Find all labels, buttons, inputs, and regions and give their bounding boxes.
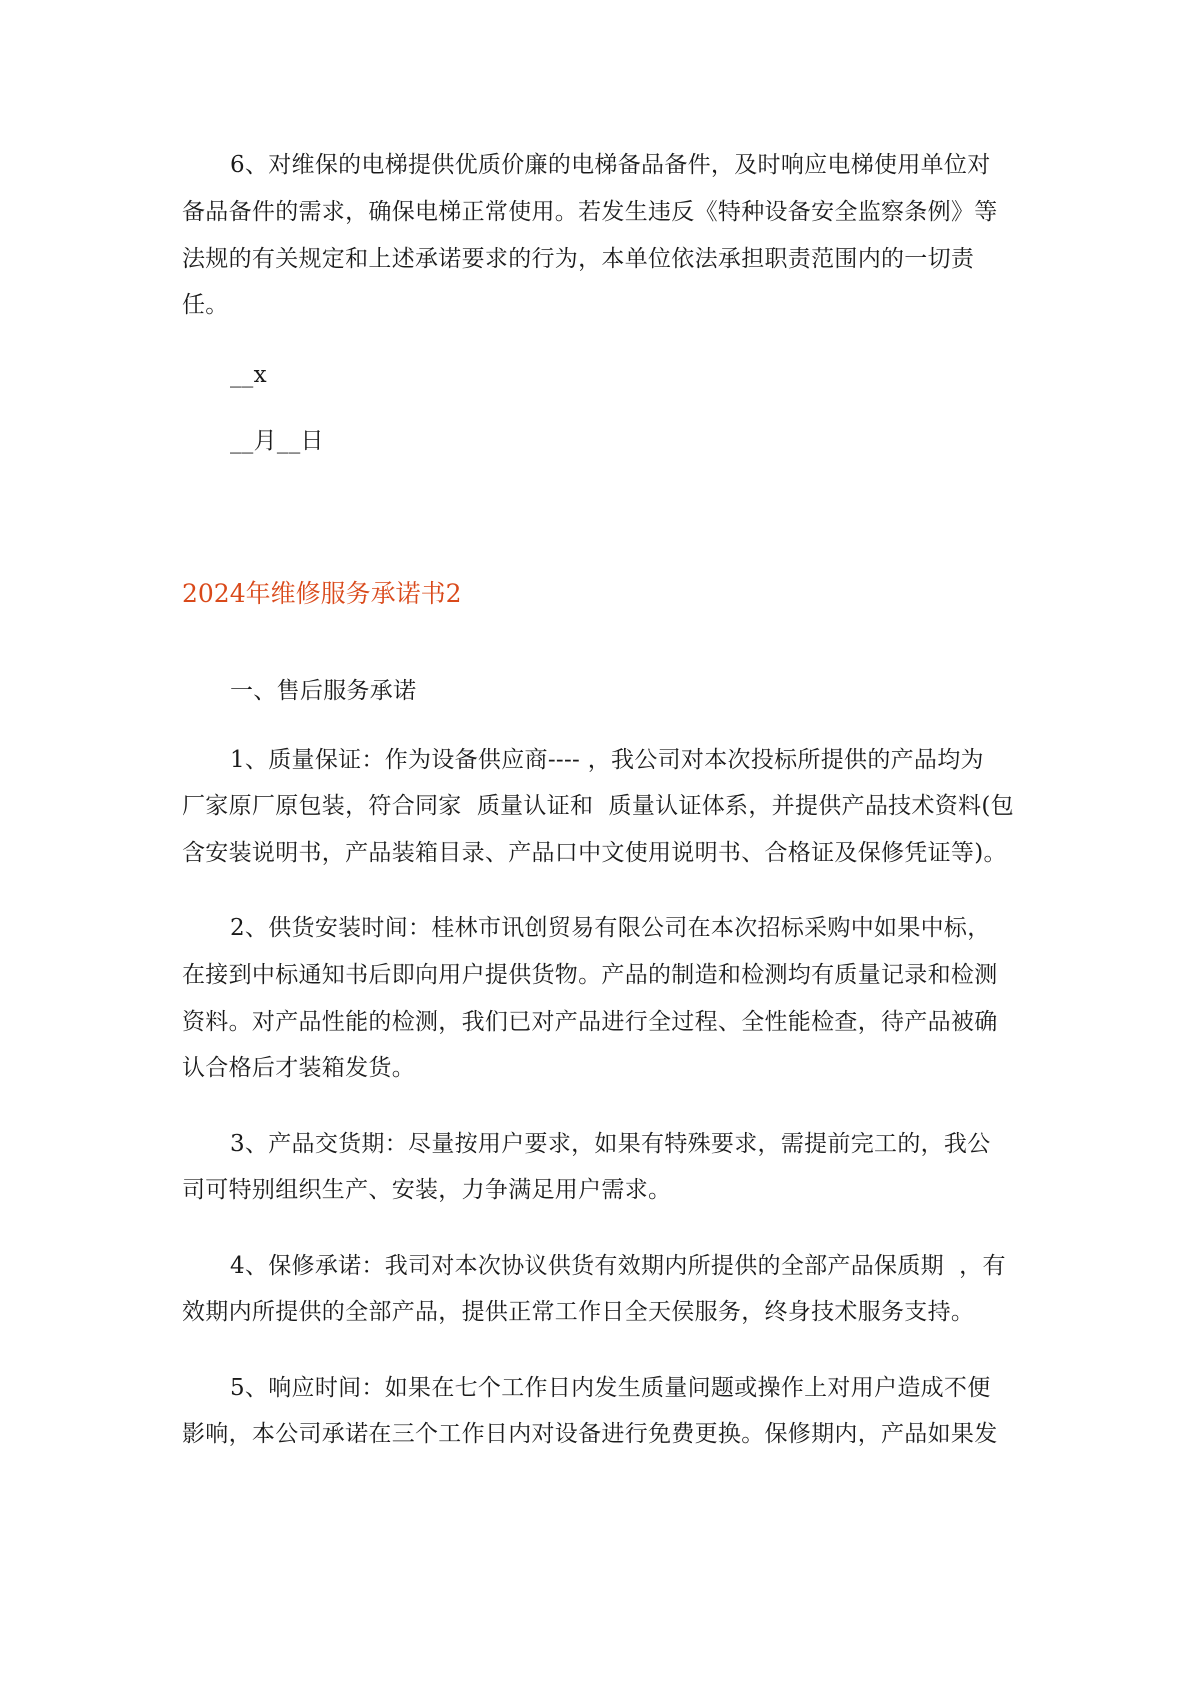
date-line: __月__日 <box>230 428 324 454</box>
text-line: 5、响应时间：如果在七个工作日内发生质量问题或操作上对用户造成不便 <box>230 1375 991 1401</box>
text-line: 备品备件的需求，确保电梯正常使用。若发生违反《特种设备安全监察条例》等 <box>182 199 998 225</box>
text-line: 厂家原厂原包装，符合同家 质量认证和 质量认证体系，并提供产品技术资料(包 <box>182 793 1014 819</box>
text-line: 任。 <box>182 292 229 318</box>
text-line: 2、供货安装时间：桂林市讯创贸易有限公司在本次招标采购中如果中标， <box>230 915 991 941</box>
text-line: 6、对维保的电梯提供优质价廉的电梯备品备件，及时响应电梯使用单位对 <box>230 152 991 178</box>
text-line: 效期内所提供的全部产品，提供正常工作日全天侯服务，终身技术服务支持。 <box>182 1299 975 1325</box>
subheading: 一、售后服务承诺 <box>230 678 417 704</box>
text-line: 法规的有关规定和上述承诺要求的行为，本单位依法承担职责范围内的一切责 <box>182 246 975 272</box>
signature-line: __x <box>230 362 267 388</box>
text-line: 影响，本公司承诺在三个工作日内对设备进行免费更换。保修期内，产品如果发 <box>182 1421 998 1447</box>
text-line: 1、质量保证：作为设备供应商---- ，我公司对本次投标所提供的产品均为 <box>230 747 984 773</box>
text-line: 认合格后才装箱发货。 <box>182 1055 415 1081</box>
text-line: 含安装说明书，产品装箱目录、产品口中文使用说明书、合格证及保修凭证等)。 <box>182 840 1007 866</box>
section-heading: 2024年维修服务承诺书2 <box>182 579 462 608</box>
text-line: 司可特别组织生产、安装，力争满足用户需求。 <box>182 1177 672 1203</box>
text-line: 在接到中标通知书后即向用户提供货物。产品的制造和检测均有质量记录和检测 <box>182 962 998 988</box>
text-line: 4、保修承诺：我司对本次协议供货有效期内所提供的全部产品保质期 ，有 <box>230 1253 1006 1279</box>
text-line: 3、产品交货期：尽量按用户要求，如果有特殊要求，需提前完工的，我公 <box>230 1131 991 1157</box>
text-line: 资料。对产品性能的检测，我们已对产品进行全过程、全性能检查，待产品被确 <box>182 1009 998 1035</box>
